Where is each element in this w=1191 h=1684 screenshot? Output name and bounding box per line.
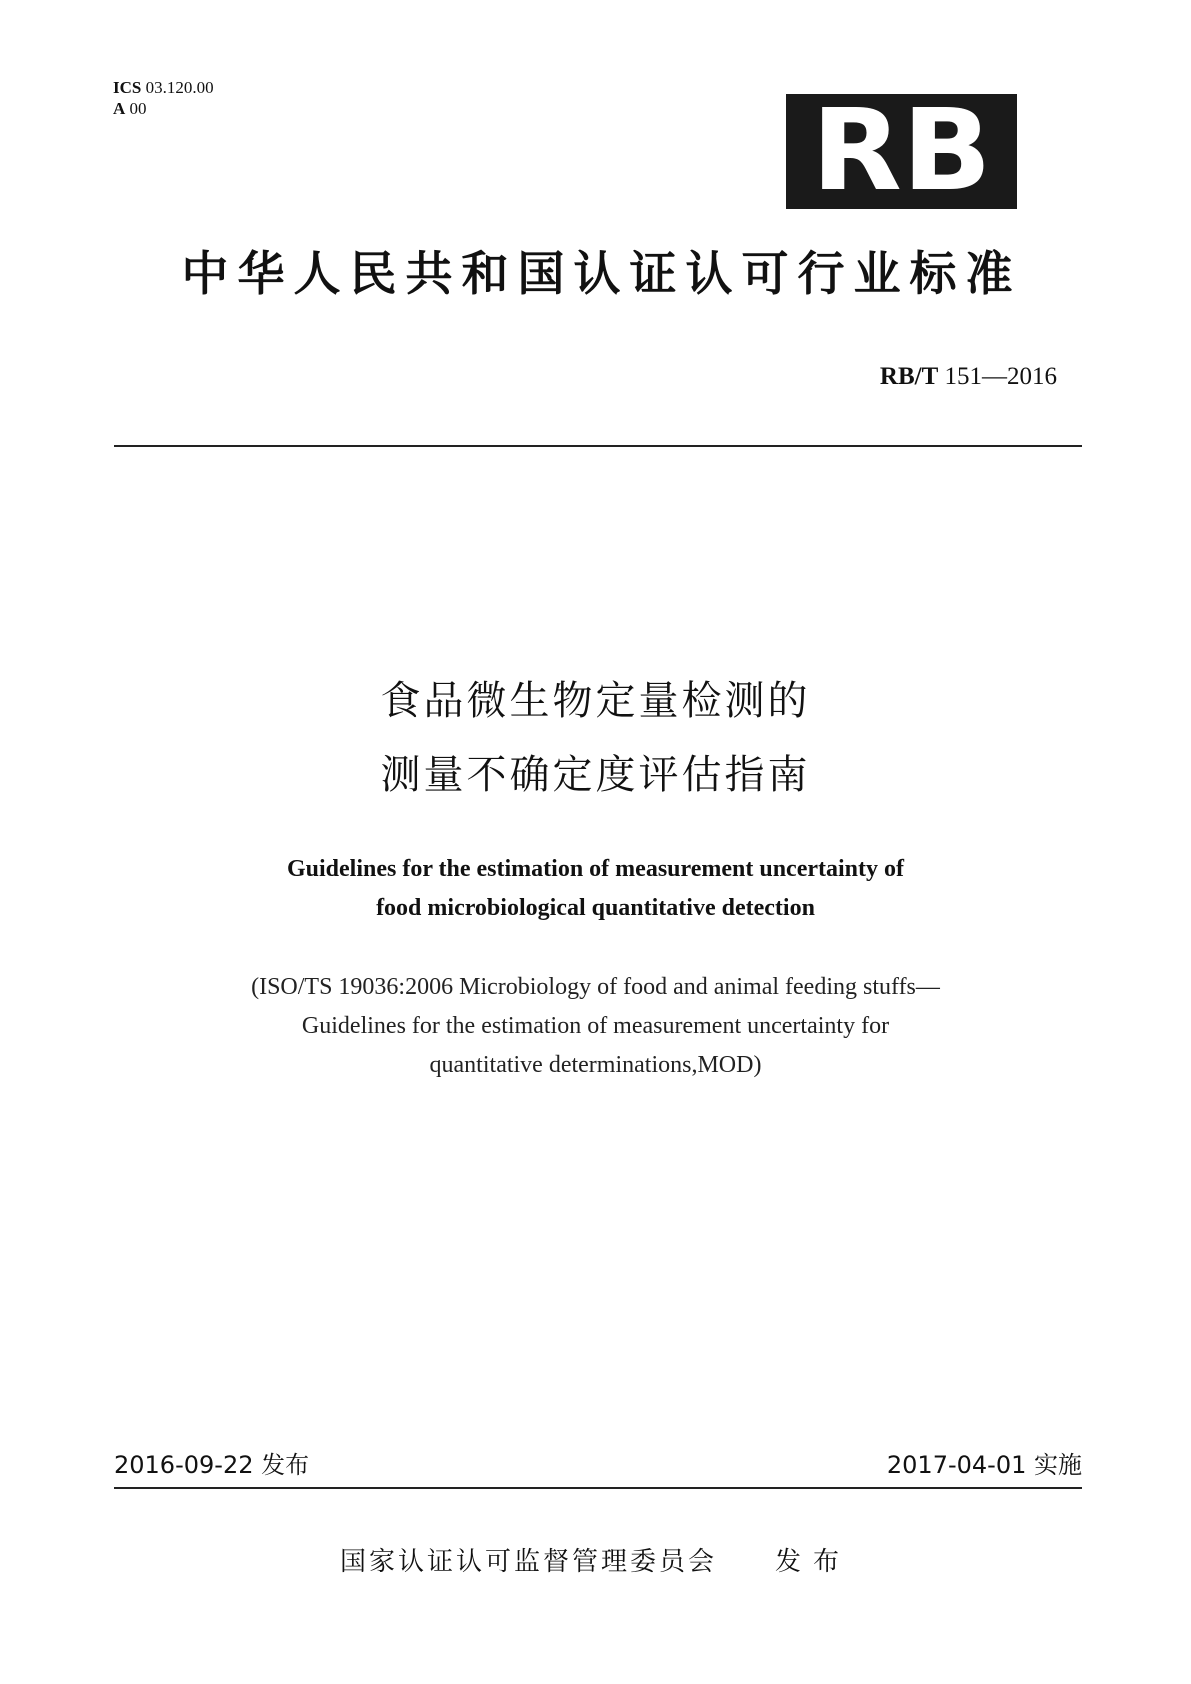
standard-number	[880, 362, 1057, 392]
equivalence-line-3: quantitative determinations,MOD)	[429, 1052, 762, 1078]
classification-value: 00	[129, 99, 147, 118]
implementation-date: 2017-04-01 实施	[886, 1451, 1082, 1479]
ics-label: ICS	[113, 78, 142, 97]
top-divider	[114, 445, 1082, 447]
bottom-divider	[114, 1487, 1082, 1489]
chinese-title-line-1: 食品微生物定量检测的	[380, 678, 811, 724]
equivalence-line-1: (ISO/TS 19036:2006 Microbiology of food and animal feeding stuffs—	[251, 974, 940, 1000]
standard-number-value: 151—2016	[944, 363, 1057, 390]
rb-logo-text: RB	[811, 86, 992, 216]
ics-code	[113, 78, 214, 98]
english-title-line-1: Guidelines for the estimation of measurement uncertainty of	[286, 856, 905, 882]
english-title-line-2: food microbiological quantitative detection	[376, 895, 815, 921]
classification-code	[113, 99, 147, 119]
ics-value: 03.120.00	[145, 78, 214, 97]
rb-logo	[786, 86, 1017, 216]
issuer-name: 国家认证认可监督管理委员会	[339, 1547, 717, 1577]
equivalence-line-2: Guidelines for the estimation of measurement uncertainty for	[301, 1013, 890, 1039]
chinese-title-line-2: 测量不确定度评估指南	[380, 752, 811, 798]
issuer-line	[0, 1545, 1191, 1579]
standard-type-title: 中华人民共和国认证认可行业标准	[181, 247, 1022, 302]
issue-date: 2016-09-22 发布	[114, 1451, 310, 1479]
classification-label: A	[113, 99, 126, 118]
issuer-action: 发布	[775, 1547, 852, 1577]
standard-number-prefix: RB/T	[879, 363, 939, 390]
